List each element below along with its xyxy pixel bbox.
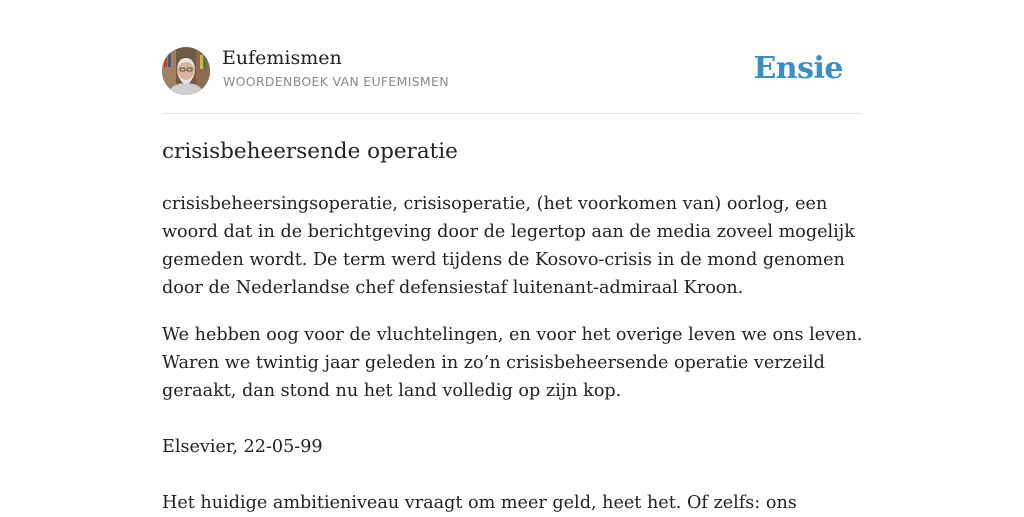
- entry-quote: We hebben oog voor de vluchtelingen, en voor het overige leven we ons leven. Waren we twintig jaar geleden in zo’n crisisbeheersende operatie verzeild geraakt, dan stond nu het land volledig op zijn kop.: [162, 325, 863, 401]
- ensie-logo[interactable]: Ensie: [753, 51, 843, 86]
- entry-title: crisisbeheersende operatie: [162, 139, 458, 164]
- quote-source: Elsevier, 22-05-99: [162, 437, 323, 457]
- site-subtitle: WOORDENBOEK VAN EUFEMISMEN: [223, 74, 449, 89]
- site-title[interactable]: Eufemismen: [222, 47, 342, 69]
- entry-definition: crisisbeheersingsoperatie, crisisoperatie, (het voorkomen van) oorlog, een woord dat in de berichtgeving door de legertop aan de media zoveel mogelijk gemeden wordt. De term werd tijdens de Kosovo-crisis in de mond genomen door de Nederlandse chef defensiestaf luitenant-admiraal Kroon.: [162, 194, 855, 298]
- entry-quote-second: Het huidige ambitieniveau vraagt om meer geld, heet het. Of zelfs: ons: [162, 493, 797, 513]
- page: [162, 0, 863, 513]
- site-header: [162, 0, 862, 114]
- author-avatar[interactable]: [162, 47, 210, 95]
